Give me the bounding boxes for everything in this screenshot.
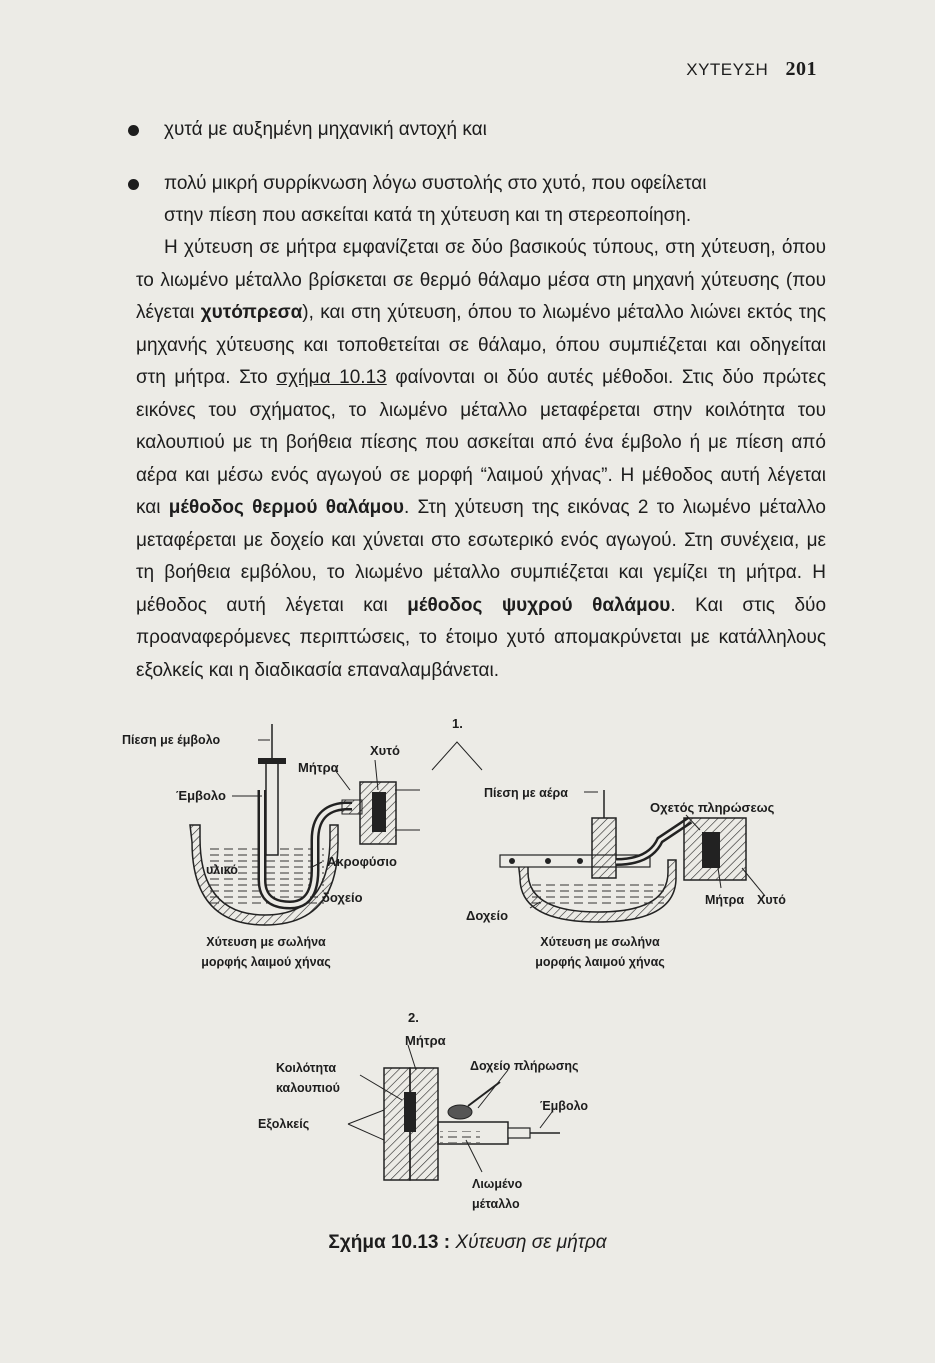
diagram-air-hot-chamber bbox=[466, 786, 786, 969]
bullet-text: πολύ μικρή συρρίκνωση λόγω συστολής στο χυτό, που οφείλεται bbox=[164, 173, 707, 194]
label-pressure-piston: Πίεση με έμβολο bbox=[122, 733, 221, 747]
bullet-text: χυτά με αυξημένη μηχανική αντοχή και bbox=[164, 119, 487, 140]
piston bbox=[508, 1128, 530, 1138]
label-ejectors: Εξολκείς bbox=[258, 1117, 310, 1131]
air-chamber bbox=[592, 818, 616, 878]
label-filling-channel: Οχετός πληρώσεως bbox=[650, 800, 775, 815]
label-piston: Έμβολο bbox=[176, 788, 226, 803]
label-molten-1: Λιωμένο bbox=[472, 1177, 523, 1191]
caption-right-2: μορφής λαιμού χήνας bbox=[535, 955, 665, 969]
text-run: Η χύτευση σε μήτρα εμφανίζεται σε δύο βασικούς τύπους, στη χύτευση, όπου το λιωμένο μέταλλο βρίσκεται σε θερμό θάλαμο μέσα στη μηχανή χύτευσης (που λέγεται bbox=[136, 237, 826, 323]
label-die: Μήτρα bbox=[405, 1033, 446, 1048]
ladle bbox=[448, 1105, 472, 1119]
label-casting: Χυτό bbox=[370, 743, 400, 758]
label-ladle: Δοχείο πλήρωσης bbox=[470, 1059, 579, 1073]
caption-right-1: Χύτευση με σωλήνα bbox=[540, 935, 660, 949]
label-molten-2: μέταλλο bbox=[472, 1197, 520, 1211]
diagram-piston-hot-chamber bbox=[122, 724, 420, 969]
text-run: ), και στη χύτευση, όπου το λιωμένο μέταλλο λιώνει εκτός της μηχανής χύτευσης και τοποθετείται σε θάλαμο, όπου συμπιέζεται και οδηγείται στη μήτρα. Στο bbox=[136, 302, 826, 388]
molten-metal bbox=[532, 880, 664, 908]
label-cavity-2: καλουπιού bbox=[276, 1081, 340, 1095]
caption-text: Χύτευση σε μήτρα bbox=[455, 1232, 607, 1253]
text-run: . Και στις δύο προαναφερόμενες περιπτώσεις, το έτοιμο χυτό απομακρύνεται με κατάλληλους εξολκείς και η διαδικασία επαναλαμβάνεται. bbox=[136, 594, 827, 681]
page-number: 201 bbox=[785, 58, 817, 80]
label-pot: δοχείο bbox=[322, 890, 363, 905]
figure-caption bbox=[0, 1232, 935, 1254]
label-nozzle: Ακροφύσιο bbox=[327, 854, 397, 869]
label-pot: Δοχείο bbox=[466, 908, 509, 923]
diagram-cold-chamber bbox=[258, 1033, 588, 1211]
label-cavity-1: Κοιλότητα bbox=[276, 1061, 337, 1075]
caption-label: Σχήμα 10.13 : bbox=[328, 1232, 451, 1253]
piston bbox=[266, 760, 278, 855]
bullet-text: στην πίεση που ασκείται κατά τη χύτευση και τη στερεοποίηση. bbox=[164, 205, 692, 226]
figure-number-2: 2. bbox=[408, 1010, 419, 1025]
label-pressure-air: Πίεση με αέρα bbox=[484, 786, 568, 800]
figure-reference: σχήμα 10.13 bbox=[276, 367, 387, 388]
caption-left-1: Χύτευση με σωλήνα bbox=[206, 935, 326, 949]
running-head: ΧΥΤΕΥΣΗ bbox=[686, 60, 769, 79]
label-casting: Χυτό bbox=[757, 893, 786, 907]
label-piston: Έμβολο bbox=[540, 1099, 589, 1113]
text-run: . Στη χύτευση της εικόνας 2 το λιωμένο μέταλλο μεταφέρεται με δοχείο και χύνεται στο εσωτερικό ενός αγωγού. Στη συνέχεια, με τη βοήθεια εμβόλου, το λιωμένο μέταλλο συμπιέζεται και γεμίζει τη μήτρα. Η μέθοδος αυτή λέγεται και bbox=[136, 497, 826, 616]
label-material: υλικό bbox=[206, 863, 238, 877]
label-die: Μήτρα bbox=[298, 760, 339, 775]
term-bold: μέθοδος ψυχρού θαλάμου bbox=[407, 594, 671, 616]
label-die: Μήτρα bbox=[705, 893, 745, 907]
figure-number-1: 1. bbox=[452, 716, 463, 731]
term-bold: μέθοδος θερμού θαλάμου bbox=[168, 497, 404, 518]
term-bold: χυτόπρεσα bbox=[200, 302, 303, 323]
text-run: φαίνονται οι δύο αυτές μέθοδοι. Στις δύο πρώτες εικόνες του σχήματος, το λιωμένο μέταλλο μεταφέρεται στην κοιλότητα του καλουπιού με τη βοήθεια πίεσης που ασκείται από ένα έμβολο ή με πίεση από αέρα και μέσω ενός αγωγού σε μορφή “λαιμού χήνας”. Η μέθοδος αυτή λέγεται και bbox=[136, 367, 826, 518]
mold-cavity bbox=[404, 1092, 416, 1132]
caption-left-2: μορφής λαιμού χήνας bbox=[201, 955, 331, 969]
